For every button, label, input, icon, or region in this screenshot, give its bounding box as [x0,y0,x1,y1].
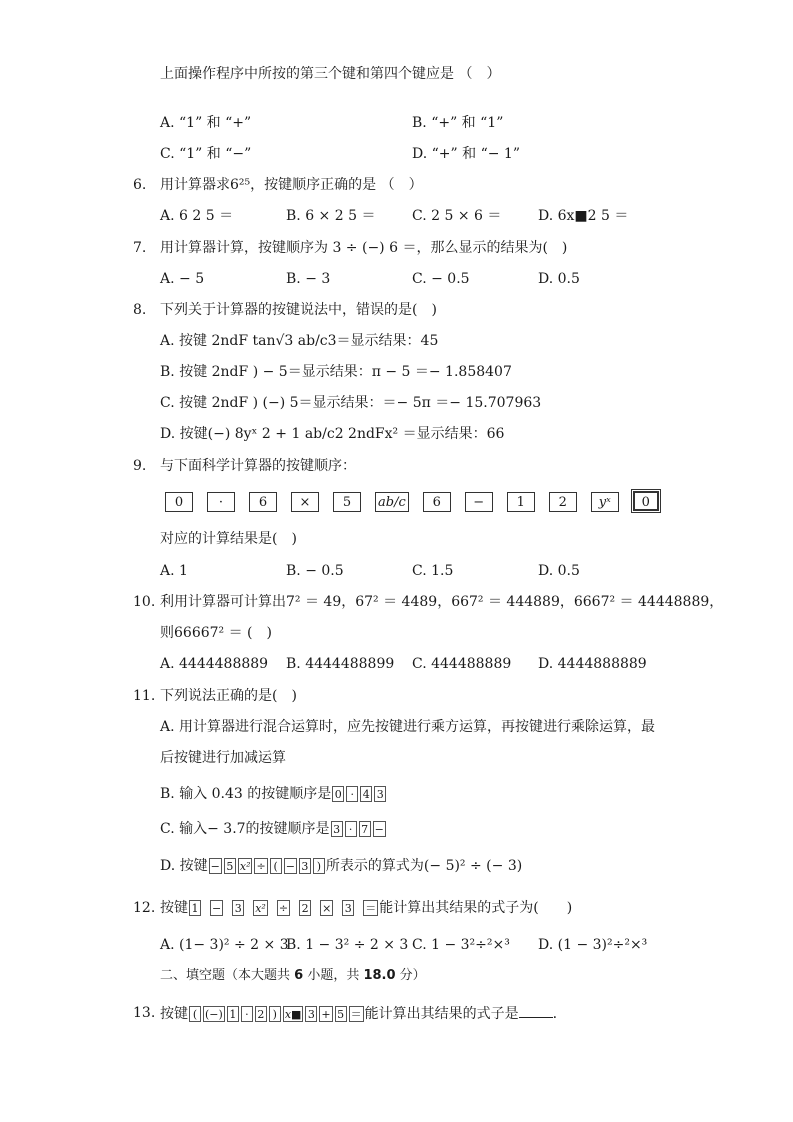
key-6: 6 [423,492,451,512]
key-1: 1 [189,900,201,916]
q8-option-b: B. 按键 2ndF ) − 5＝显示结果：π − 5 ＝− 1.858407 [160,364,512,380]
q13-stem-end: . [552,1006,558,1022]
q8-stem: 下列关于计算器的按键说法中，错误的是( ) [160,302,437,318]
key-minus: − [374,823,384,836]
key-3: 3 [331,821,343,837]
key-right-paren: ) [313,858,325,874]
q13-stem [160,1003,557,1024]
key-left-paren: ( [189,1006,201,1022]
section-title-pre: 二、填空题（本大题共 [160,968,295,983]
key-right-paren: ) [269,1006,281,1022]
key-x-power: x■ [284,1008,302,1021]
q12-number: 12. [133,900,156,916]
q5-option-a: A. “1” 和 “+” [160,115,252,131]
key-x-squared: x² [255,902,266,915]
q9-stem: 与下面科学计算器的按键顺序： [160,458,356,474]
key-divide: ÷ [256,860,266,873]
q11-number: 11. [133,688,156,704]
key-minus: − [285,860,295,873]
key-1: 1 [507,492,535,512]
q6-stem: 用计算器求6²⁵，按键顺序正确的是 （ ） [160,177,423,193]
q12-option-b: B. 1 − 3² ÷ 2 × 3 [286,937,409,953]
section-title [160,966,426,986]
key-left-paren: ( [270,858,282,874]
q11-option-d [160,856,522,876]
q8-option-d: D. 按键(−) 8yˣ 2 + 1 ab/c2 2ndFx² ＝显示结果：66 [160,426,505,442]
key-3: 3 [299,858,311,874]
q7-number: 7. [133,240,147,256]
key-x-squared: x² [239,860,251,873]
key-1: 1 [227,1006,239,1022]
key-divide: ÷ [278,902,289,915]
q6-option-d: D. 6x■2 5 ＝ [538,208,629,224]
key-5: 5 [335,1006,347,1022]
q12-stem-pre: 按键 [160,900,188,916]
q11-stem: 下列说法正确的是( ) [160,688,297,704]
q11-option-c-text: C. 输入− 3.7的按键顺序是 [160,821,330,837]
key-y-power-x: yˣ [591,492,619,512]
q11-option-a-line1: A. 用计算器进行混合运算时，应先按键进行乘方运算，再按键进行乘除运算，最 [160,719,656,735]
q5-option-c: C. “1” 和 “−” [160,146,252,162]
q8-option-c: C. 按键 2ndF ) (−) 5＝显示结果：＝− 5π ＝− 15.707963 [160,395,542,411]
q5-stem: 上面操作程序中所按的第三个键和第四个键应是 （ ） [160,66,501,82]
q10-number: 10. [133,594,156,610]
key-point: · [207,492,235,512]
key-point: · [241,1006,253,1022]
answer-blank[interactable] [519,1003,553,1018]
section-count: 6 [294,968,304,983]
q6-option-b: B. 6 × 2 5 ＝ [286,208,376,224]
q11-option-d-pre: D. 按键 [160,858,208,874]
section-title-mid: 小题，共 [303,968,364,983]
q13-stem-pre: 按键 [160,1006,188,1022]
q7-stem: 用计算器计算，按键顺序为 3 ÷ (−) 6 ＝，那么显示的结果为( ) [160,240,568,256]
q12-option-a: A. (1− 3)² ÷ 2 × 3 [160,937,289,953]
q5-option-d: D. “+” 和 “− 1” [412,146,520,162]
q9-option-c: C. 1.5 [412,563,454,579]
key-6: 6 [249,492,277,512]
key-3: 3 [305,1006,317,1022]
q7-option-c: C. − 0.5 [412,271,470,287]
key-2: 2 [299,900,311,916]
q11-option-b [160,784,387,804]
key-point: · [345,821,357,837]
key-minus: − [465,492,493,512]
key-multiply: × [322,902,332,915]
key-5: 5 [224,858,236,874]
q5-option-b: B. “+” 和 “1” [412,115,504,131]
key-negative: (−) [205,1008,223,1021]
key-minus: − [210,860,220,873]
q11-option-a-line2: 后按键进行加减运算 [160,750,286,766]
key-point: · [346,786,358,802]
q11-option-d-post: 所表示的算式为(− 5)² ÷ (− 3) [325,858,523,874]
q12-option-c: C. 1 − 3²÷²×³ [412,937,510,953]
q9-option-d: D. 0.5 [538,563,580,579]
key-5: 5 [333,492,361,512]
q7-option-b: B. − 3 [286,271,331,287]
q13-stem-post: 能计算出其结果的式子是 [364,1006,519,1022]
q9-key-sequence [165,491,673,512]
q11-option-c [160,819,387,839]
key-2: 2 [549,492,577,512]
q6-option-a: A. 6 2 5 ＝ [160,208,234,224]
key-equals: ＝ [365,902,377,915]
q6-option-c: C. 2 5 × 6 ＝ [412,208,502,224]
key-3: 3 [374,786,386,802]
q10-stem: 利用计算器可计算出7² ＝ 49，67² ＝ 4489，667² ＝ 444889，6667² ＝ 44448889， [160,594,724,610]
q9-option-a: A. 1 [160,563,188,579]
q13-number: 13. [133,1005,156,1021]
key-multiply: × [291,492,319,512]
key-4: 4 [360,786,372,802]
key-3: 3 [232,900,244,916]
q12-stem-post: 能计算出其结果的式子为( ) [379,900,573,916]
key-3: 3 [342,900,354,916]
q12-option-d: D. (1 − 3)²÷²×³ [538,937,648,953]
q9-number: 9. [133,458,147,474]
q10-option-a: A. 4444488889 [160,656,269,672]
key-plus: + [321,1008,331,1021]
q10-option-d: D. 4444888889 [538,656,647,672]
q12-stem [160,898,572,918]
key-7: 7 [359,821,371,837]
key-minus: − [212,902,222,915]
section-score: 18.0 [363,968,396,983]
key-0-double: 0 [633,491,659,511]
key-equals: ＝ [350,1008,362,1021]
q9-option-b: B. − 0.5 [286,563,344,579]
key-ab-c: ab/c [375,492,409,512]
q10-option-c: C. 444488889 [412,656,512,672]
key-2: 2 [255,1006,267,1022]
q7-option-a: A. − 5 [160,271,205,287]
q10-option-b: B. 4444488899 [286,656,395,672]
q10-stem-continued: 则66667² ＝ ( ) [160,625,272,641]
section-title-post: 分） [395,968,426,983]
q7-option-d: D. 0.5 [538,271,580,287]
q9-follow: 对应的计算结果是( ) [160,531,297,547]
q8-option-a: A. 按键 2ndF tan√3 ab/c3＝显示结果：45 [160,333,439,349]
key-0: 0 [165,492,193,512]
q11-option-b-text: B. 输入 0.43 的按键顺序是 [160,786,332,802]
q6-number: 6. [133,177,147,193]
key-0: 0 [332,786,344,802]
q8-number: 8. [133,302,147,318]
